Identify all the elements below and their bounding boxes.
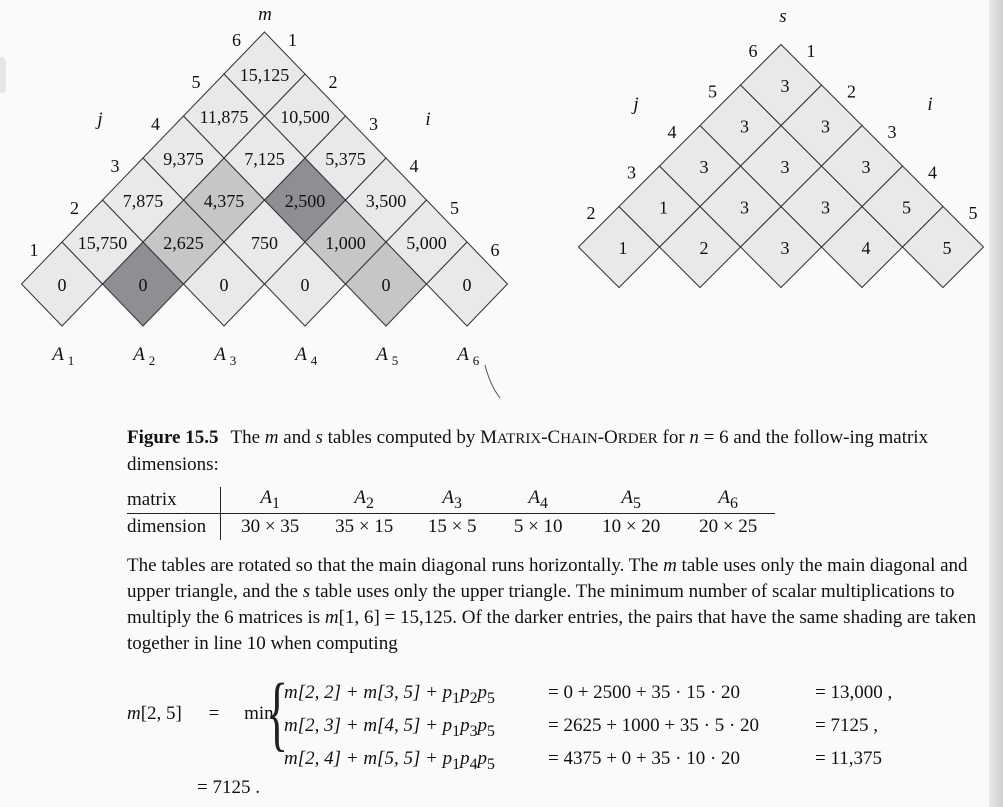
equation-row-result: = 11,375 (815, 748, 883, 769)
m-cell-value: 10,500 (280, 107, 330, 127)
dimension-table-values-row (127, 514, 775, 541)
m-cell-value: 5,375 (325, 149, 366, 169)
m-cell-value: 1,000 (325, 233, 366, 253)
dimension-row-label: dimension (127, 514, 221, 541)
m-i-axis-label: 6 (490, 240, 500, 260)
m-i-axis-label: 5 (450, 198, 459, 218)
matrix-name-cell: $A_6$ (681, 487, 775, 514)
body-paragraph: The tables are rotated so that the main diagonal runs horizontally. The m table uses only the main diagonal and upper triangle, and the s table uses only the upper triangle. The minimum number of scalar multiplications to multiply the 6 matrices is m[1, 6] = 15,125. Of the darker entries, the pairs that have the same shading are taken together in line 10 when computing (127, 555, 977, 654)
s-cell-value: 3 (821, 116, 830, 137)
equation-row: m[2, 3] + m[4, $5] + p_1p_3p_5$ (284, 715, 495, 740)
matrix-label-subscript: 1 (67, 353, 75, 368)
m-cell-value: 15,750 (77, 233, 128, 253)
m-cell-value: 750 (251, 233, 278, 253)
figure-caption: Figure 15.5 The m and s tables computed by MATRIX-CHAIN-ORDER for n = 6 and the follow-ing matrix dimensions: (127, 427, 929, 475)
m-j-axis-label: 5 (191, 72, 201, 92)
matrix-name-cell: $A_2$ (319, 487, 409, 514)
s-i-axis-label: 3 (887, 122, 897, 142)
matrix-row-label: matrix (127, 487, 221, 514)
s-i-axis-label: 2 (847, 81, 856, 102)
m-cell-value: 0 (462, 275, 472, 295)
dimension-cell: 15 × 5 (427, 516, 477, 537)
equation-row-result: = 7125 , (815, 715, 878, 736)
matrix-label: A (133, 344, 145, 365)
dimension-cell: 10 × 20 (602, 516, 661, 537)
s-j-axis-label: 3 (627, 162, 636, 183)
dimension-cell: 35 × 15 (335, 516, 394, 537)
s-cell-value: 3 (780, 238, 790, 258)
m-i-axis-label: 1 (288, 30, 297, 50)
m-cell-value: 11,875 (199, 107, 249, 127)
s-cell-value: 4 (861, 238, 871, 258)
m-i-axis-label: 4 (409, 156, 419, 176)
dimension-cell: 30 × 35 (241, 516, 300, 537)
m-j-axis-label: 6 (232, 30, 241, 50)
equation-row-result: = 13,000 , (815, 682, 893, 703)
equation-row: m[2, 2] + m[3, $5] + p_1p_2p_5$ (284, 682, 495, 707)
s-i-axis-label: 4 (928, 162, 937, 183)
decorative-stroke (485, 365, 500, 398)
m-cell-value: 0 (57, 275, 67, 295)
algorithm-name: MATRIX-CHAIN-ORDER (480, 427, 658, 448)
equation-lhs: m[2, 5] = min (127, 703, 274, 724)
m-cell-value: 5,000 (406, 233, 447, 253)
m-table-title: m (258, 4, 272, 25)
m-j-axis-label: 4 (151, 114, 160, 134)
m-j-axis-label: 3 (110, 156, 120, 176)
matrix-name-cell: $A_3$ (409, 487, 495, 514)
s-cell-value: 3 (821, 197, 830, 218)
dimension-table-header-row (127, 487, 775, 514)
s-j-axis-label: 5 (708, 81, 717, 102)
matrix-label: A (214, 344, 226, 365)
s-i-label: i (927, 94, 933, 115)
m-j-label: j (97, 109, 103, 130)
dimension-cell: 5 × 10 (513, 516, 563, 537)
s-cell-value: 1 (618, 238, 628, 258)
equation-row-calc: = 0 + 2500 + 35 · 15 · 20 (548, 682, 741, 703)
m-cell-value: 4,375 (203, 191, 245, 211)
s-j-label: j (633, 94, 639, 115)
s-table (579, 6, 984, 288)
m-cell-value: 2,500 (284, 191, 326, 211)
m-i-axis-label: 2 (328, 72, 338, 92)
s-cell-value: 3 (740, 197, 749, 218)
matrix-label: A (457, 344, 469, 365)
s-j-axis-label: 2 (586, 203, 596, 223)
dimension-cell: 20 × 25 (699, 516, 758, 537)
s-i-axis-label: 1 (806, 41, 816, 61)
figure-label: Figure 15.5 (127, 427, 219, 448)
dimension-table (127, 487, 775, 540)
matrix-name-cell: $A_5$ (581, 487, 681, 514)
s-cell-value: 2 (699, 238, 709, 258)
m-cell-value: 0 (138, 275, 148, 295)
matrix-label-subscript: 2 (148, 353, 156, 368)
m-cell-value: 0 (219, 275, 229, 295)
matrix-label-subscript: 5 (391, 353, 399, 368)
m-cell-value: 7,125 (244, 149, 285, 169)
matrix-label-subscript: 6 (472, 353, 480, 368)
m-j-axis-label: 2 (70, 198, 79, 218)
matrix-label: A (295, 344, 307, 365)
s-table-title: s (779, 6, 787, 27)
matrix-label: A (52, 344, 64, 365)
m-cell-value: 15,125 (239, 65, 290, 85)
s-j-axis-label: 4 (667, 122, 677, 142)
m-j-axis-label: 1 (29, 240, 39, 260)
m-cell-value: 2,625 (163, 233, 204, 253)
equation-row-calc: = 4375 + 0 + 35 · 10 · 20 (548, 748, 741, 769)
s-cell-value: 5 (902, 197, 911, 218)
m-cell-value: 7,875 (122, 191, 164, 211)
s-j-axis-label: 6 (748, 41, 758, 61)
matrix-label-subscript: 3 (229, 353, 237, 368)
equation-brace: { (266, 667, 289, 760)
equation-row-calc: = 2625 + 1000 + 35 · 5 · 20 (548, 715, 760, 736)
s-cell-value: 3 (740, 116, 749, 137)
m-cell-value: 0 (381, 275, 391, 295)
matrix-label: A (376, 344, 388, 365)
s-cell-value: 3 (780, 76, 790, 96)
matrix-name-cell: $A_1$ (221, 487, 320, 514)
m-cell-value: 9,375 (163, 149, 204, 169)
matrix-label-subscript: 4 (310, 353, 318, 368)
s-cell-value: 1 (659, 197, 668, 218)
s-cell-value: 3 (780, 157, 790, 177)
m-cell-value: 0 (300, 275, 310, 295)
equation-final-result: = 7125 . (197, 777, 260, 798)
equation-row: m[2, 4] + m[5, $5] + p_1p_4p_5$ (284, 748, 495, 773)
m-table (22, 4, 508, 398)
m-cell-value: 3,500 (365, 191, 407, 211)
s-cell-value: 5 (942, 238, 952, 258)
matrix-name-cell: $A_4$ (495, 487, 581, 514)
m-i-axis-label: 3 (369, 114, 378, 134)
s-i-axis-label: 5 (968, 203, 978, 223)
m-i-label: i (425, 109, 431, 130)
s-cell-value: 3 (861, 157, 871, 177)
s-cell-value: 3 (699, 157, 709, 177)
